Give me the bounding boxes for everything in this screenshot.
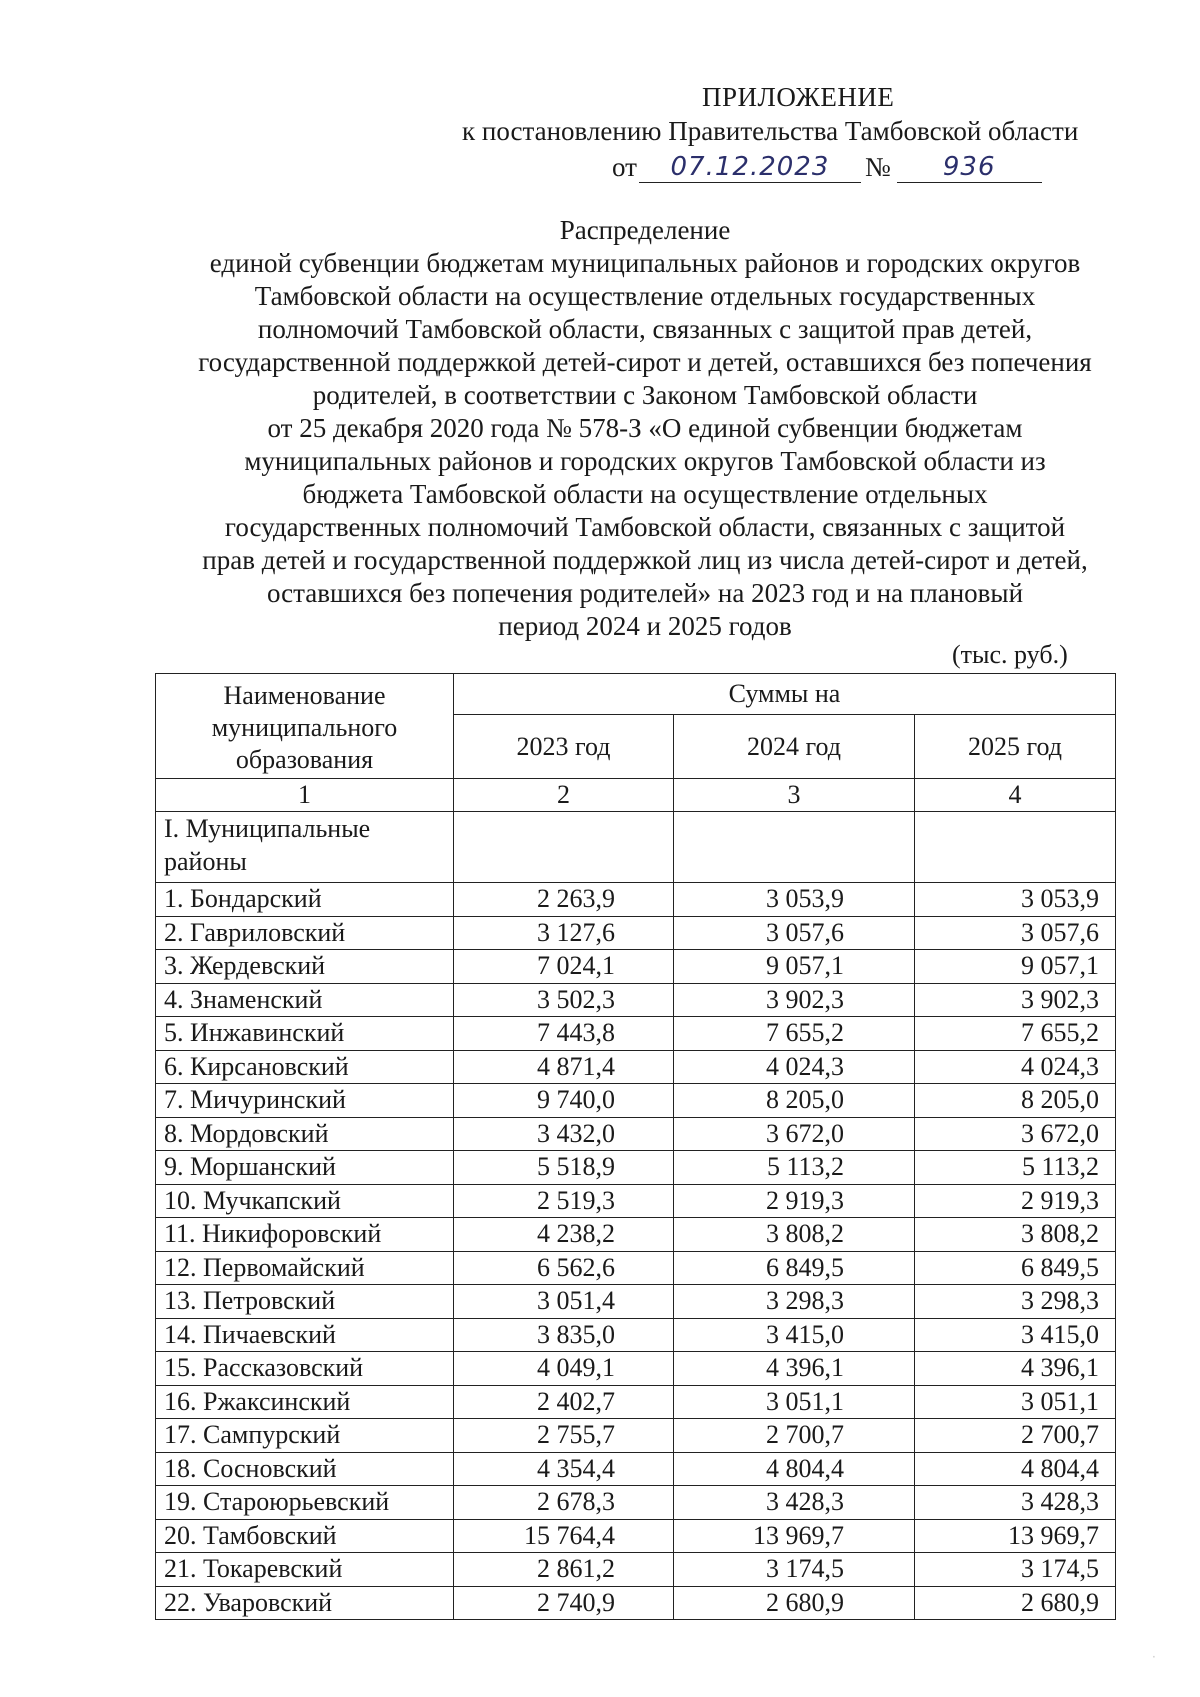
value-2024: 2 680,9 [674, 1586, 915, 1620]
table-row [156, 1017, 1116, 1051]
municipality-name: 18. Сосновский [156, 1452, 454, 1486]
header-municipality: Наименование муниципального образования [156, 674, 454, 779]
table-row [156, 1050, 1116, 1084]
value-2025: 3 902,3 [915, 983, 1116, 1017]
number-sign: № [864, 152, 891, 182]
value-2024: 3 053,9 [674, 883, 915, 917]
distribution-table [155, 673, 1116, 1620]
table-row [156, 1553, 1116, 1587]
value-2025: 3 174,5 [915, 1553, 1116, 1587]
value-2025: 4 804,4 [915, 1452, 1116, 1486]
value-2024: 4 024,3 [674, 1050, 915, 1084]
table-row [156, 1251, 1116, 1285]
value-2024: 2 700,7 [674, 1419, 915, 1453]
value-2023: 3 432,0 [454, 1117, 674, 1151]
value-2024: 4 396,1 [674, 1352, 915, 1386]
value-2023: 3 502,3 [454, 983, 674, 1017]
value-2024: 3 057,6 [674, 916, 915, 950]
value-2023: 2 519,3 [454, 1184, 674, 1218]
municipality-name: 22. Уваровский [156, 1586, 454, 1620]
municipality-name: 7. Мичуринский [156, 1084, 454, 1118]
value-2025: 3 808,2 [915, 1218, 1116, 1252]
header-year-2025: 2025 год [915, 715, 1116, 779]
municipality-name: 3. Жердевский [156, 950, 454, 984]
table-row [156, 1218, 1116, 1252]
value-2025: 7 655,2 [915, 1017, 1116, 1051]
value-2023: 9 740,0 [454, 1084, 674, 1118]
column-index: 3 [674, 779, 915, 812]
column-index: 1 [156, 779, 454, 812]
value-2025: 2 919,3 [915, 1184, 1116, 1218]
date-handwritten: 07.12.2023 [639, 152, 861, 183]
value-2023: 2 678,3 [454, 1486, 674, 1520]
value-2023: 2 402,7 [454, 1385, 674, 1419]
value-2023: 4 871,4 [454, 1050, 674, 1084]
value-2024: 13 969,7 [674, 1519, 915, 1553]
value-2025: 13 969,7 [915, 1519, 1116, 1553]
value-2023: 7 443,8 [454, 1017, 674, 1051]
title-line: от 25 декабря 2020 года № 578-З «О единой субвенции бюджетам [267, 413, 1023, 443]
units-label: (тыс. руб.) [952, 640, 1068, 669]
table-row [156, 1318, 1116, 1352]
title-line: муниципальных районов и городских округов Тамбовской области из [244, 446, 1046, 476]
value-2024: 9 057,1 [674, 950, 915, 984]
table-row [156, 1486, 1116, 1520]
table-row [156, 1184, 1116, 1218]
header-sums: Суммы на [454, 674, 1116, 715]
value-2025: 3 428,3 [915, 1486, 1116, 1520]
value-2023: 2 263,9 [454, 883, 674, 917]
municipality-name: 8. Мордовский [156, 1117, 454, 1151]
municipality-name: 4. Знаменский [156, 983, 454, 1017]
value-2023: 3 835,0 [454, 1318, 674, 1352]
value-2024: 3 902,3 [674, 983, 915, 1017]
resolution-date-line [612, 152, 1042, 183]
value-2025: 3 298,3 [915, 1285, 1116, 1319]
title-line: полномочий Тамбовской области, связанных с защитой прав детей, [257, 314, 1033, 344]
value-2024: 3 051,1 [674, 1385, 915, 1419]
value-2024: 7 655,2 [674, 1017, 915, 1051]
value-2023: 6 562,6 [454, 1251, 674, 1285]
municipality-name: 5. Инжавинский [156, 1017, 454, 1051]
section-empty-cell [674, 812, 915, 883]
value-2025: 6 849,5 [915, 1251, 1116, 1285]
table-row [156, 1519, 1116, 1553]
value-2025: 3 057,6 [915, 916, 1116, 950]
table-row [156, 1419, 1116, 1453]
municipality-name: 1. Бондарский [156, 883, 454, 917]
value-2024: 3 415,0 [674, 1318, 915, 1352]
value-2025: 3 051,1 [915, 1385, 1116, 1419]
table-row [156, 1452, 1116, 1486]
column-index: 4 [915, 779, 1116, 812]
value-2025: 3 672,0 [915, 1117, 1116, 1151]
value-2023: 4 354,4 [454, 1452, 674, 1486]
table-row [156, 983, 1116, 1017]
value-2023: 15 764,4 [454, 1519, 674, 1553]
section-empty-cell [454, 812, 674, 883]
value-2024: 6 849,5 [674, 1251, 915, 1285]
value-2023: 2 740,9 [454, 1586, 674, 1620]
table-row [156, 883, 1116, 917]
header-year-2024: 2024 год [674, 715, 915, 779]
title-line: период 2024 и 2025 годов [498, 611, 792, 641]
value-2023: 3 051,4 [454, 1285, 674, 1319]
title-line: родителей, в соответствии с Законом Тамбовской области [312, 380, 978, 410]
value-2023: 2 861,2 [454, 1553, 674, 1587]
municipality-name: 20. Тамбовский [156, 1519, 454, 1553]
title-line: государственных полномочий Тамбовской области, связанных с защитой [224, 512, 1066, 542]
value-2024: 3 298,3 [674, 1285, 915, 1319]
table-row [156, 1285, 1116, 1319]
appendix-subtitle: к постановлению Правительства Тамбовской области [462, 116, 1079, 146]
value-2025: 4 024,3 [915, 1050, 1116, 1084]
value-2025: 8 205,0 [915, 1084, 1116, 1118]
title-line: единой субвенции бюджетам муниципальных районов и городских округов [209, 248, 1081, 278]
table-row [156, 1352, 1116, 1386]
date-prefix: от [612, 152, 637, 182]
section-title: I. Муниципальные районы [156, 812, 454, 883]
value-2024: 4 804,4 [674, 1452, 915, 1486]
section-empty-cell [915, 812, 1116, 883]
value-2023: 2 755,7 [454, 1419, 674, 1453]
title-line: Распределение [559, 215, 731, 245]
title-line: оставшихся без попечения родителей» на 2023 год и на плановый [266, 578, 1024, 608]
value-2024: 3 808,2 [674, 1218, 915, 1252]
municipality-name: 12. Первомайский [156, 1251, 454, 1285]
municipality-name: 21. Токаревский [156, 1553, 454, 1587]
table-row [156, 916, 1116, 950]
municipality-name: 17. Сампурский [156, 1419, 454, 1453]
table-row [156, 1117, 1116, 1151]
value-2024: 8 205,0 [674, 1084, 915, 1118]
municipality-name: 2. Гавриловский [156, 916, 454, 950]
value-2024: 5 113,2 [674, 1151, 915, 1185]
header-year-2023: 2023 год [454, 715, 674, 779]
title-line: прав детей и государственной поддержкой лиц из числа детей-сирот и детей, [202, 545, 1088, 575]
title-line: государственной поддержкой детей-сирот и детей, оставшихся без попечения [198, 347, 1092, 377]
value-2023: 5 518,9 [454, 1151, 674, 1185]
table-row [156, 950, 1116, 984]
municipality-name: 9. Моршанский [156, 1151, 454, 1185]
municipality-name: 10. Мучкапский [156, 1184, 454, 1218]
municipality-name: 13. Петровский [156, 1285, 454, 1319]
value-2024: 2 919,3 [674, 1184, 915, 1218]
title-line: Тамбовской области на осуществление отдельных государственных [254, 281, 1036, 311]
value-2023: 3 127,6 [454, 916, 674, 950]
municipality-name: 19. Староюрьевский [156, 1486, 454, 1520]
value-2024: 3 672,0 [674, 1117, 915, 1151]
value-2023: 7 024,1 [454, 950, 674, 984]
value-2025: 2 680,9 [915, 1586, 1116, 1620]
table-row [156, 1385, 1116, 1419]
table-row [156, 1084, 1116, 1118]
municipality-name: 16. Ржаксинский [156, 1385, 454, 1419]
value-2025: 9 057,1 [915, 950, 1116, 984]
municipality-name: 14. Пичаевский [156, 1318, 454, 1352]
municipality-name: 6. Кирсановский [156, 1050, 454, 1084]
column-index: 2 [454, 779, 674, 812]
scan-mark-icon: · [1152, 1650, 1156, 1664]
value-2023: 4 238,2 [454, 1218, 674, 1252]
number-handwritten: 936 [897, 152, 1042, 183]
value-2024: 3 428,3 [674, 1486, 915, 1520]
document-title [120, 214, 1170, 643]
value-2025: 2 700,7 [915, 1419, 1116, 1453]
table-row [156, 1586, 1116, 1620]
appendix-title: ПРИЛОЖЕНИЕ [702, 82, 895, 112]
value-2025: 5 113,2 [915, 1151, 1116, 1185]
municipality-name: 15. Рассказовский [156, 1352, 454, 1386]
municipality-name: 11. Никифоровский [156, 1218, 454, 1252]
value-2025: 3 053,9 [915, 883, 1116, 917]
table-row [156, 1151, 1116, 1185]
title-line: бюджета Тамбовской области на осуществление отдельных [302, 479, 988, 509]
value-2023: 4 049,1 [454, 1352, 674, 1386]
value-2025: 4 396,1 [915, 1352, 1116, 1386]
value-2025: 3 415,0 [915, 1318, 1116, 1352]
value-2024: 3 174,5 [674, 1553, 915, 1587]
